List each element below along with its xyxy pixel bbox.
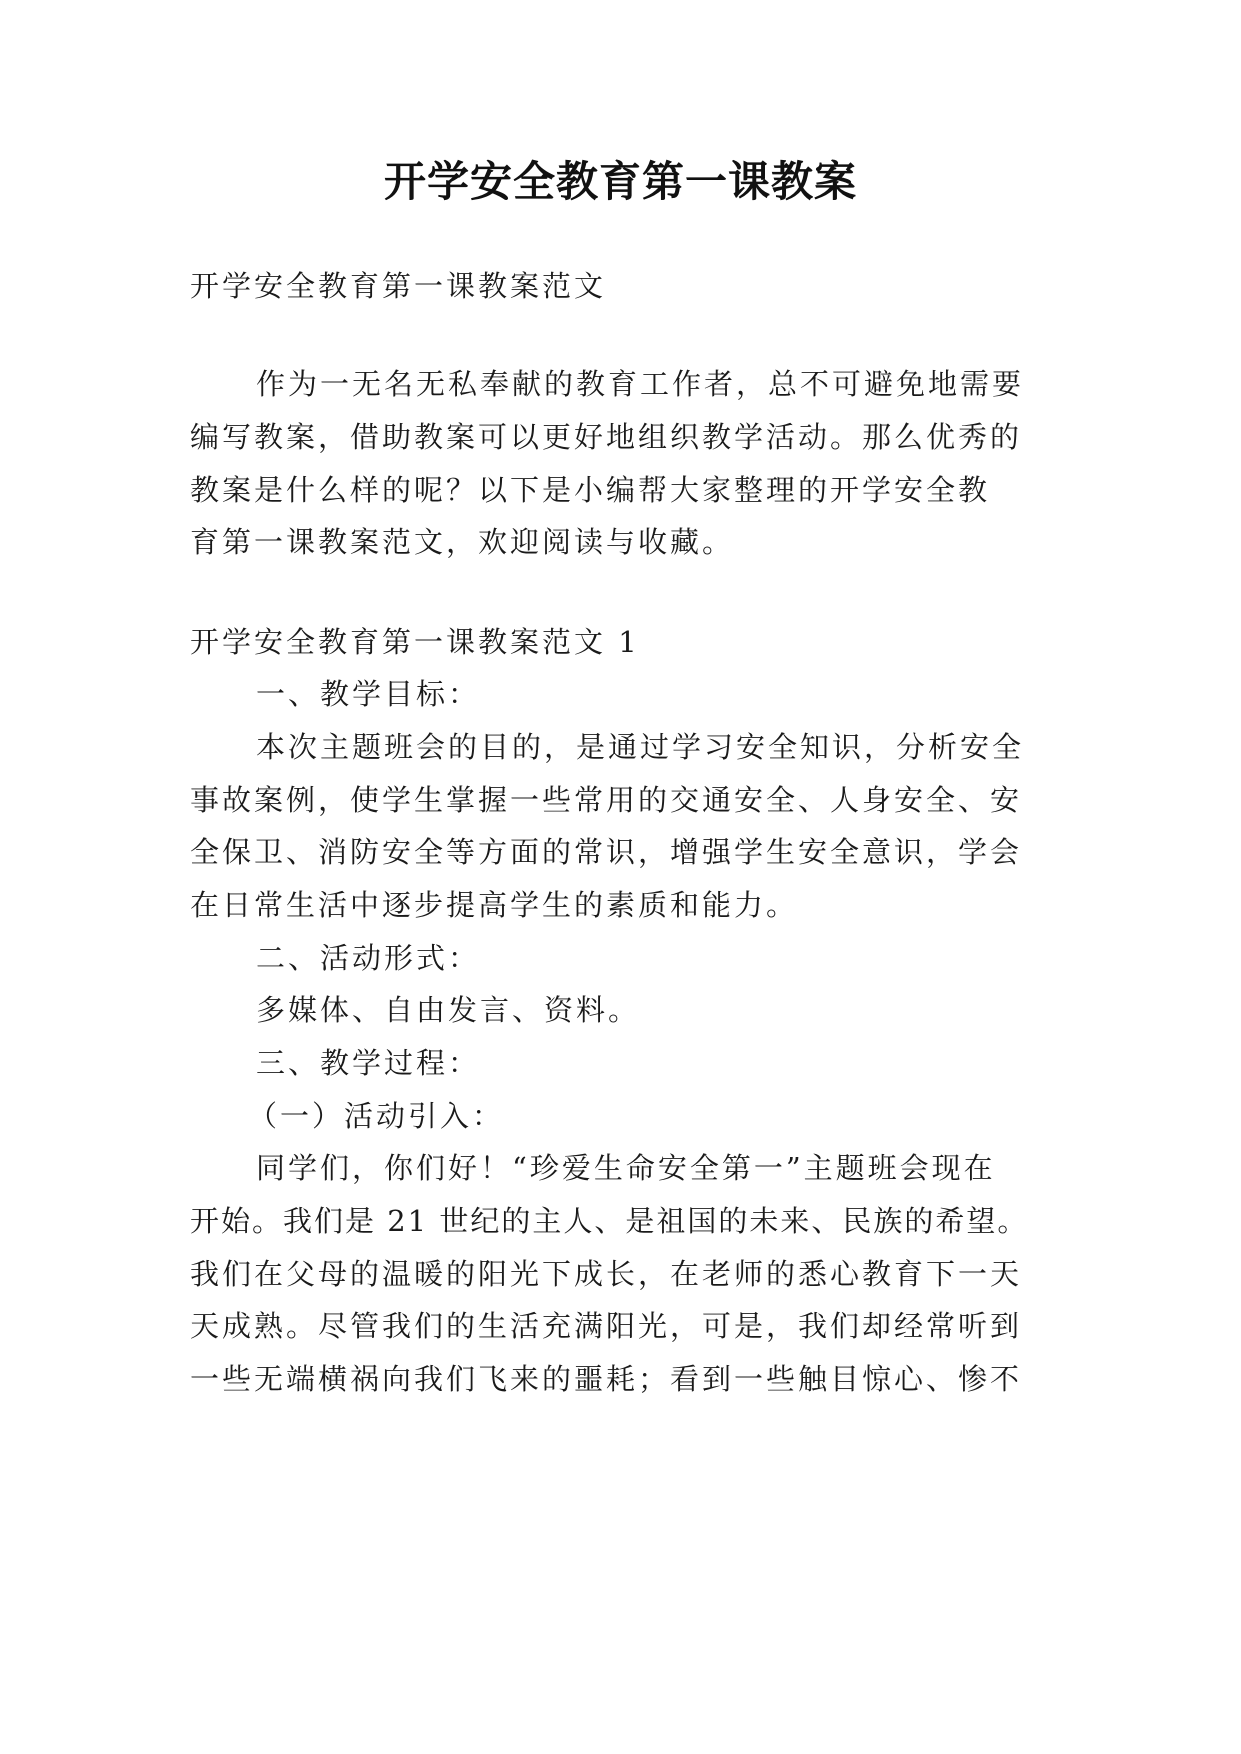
body-line-9: （一）活动引入：: [248, 1099, 505, 1133]
body-line-3: 事故案例，使学生掌握一些常用的交通安全、人身安全、安: [190, 783, 1023, 817]
body-line-1: 一、教学目标：: [256, 677, 481, 711]
body-line-10: 同学们，你们好！“珍爱生命安全第一”主题班会现在: [256, 1151, 996, 1185]
intro-line-1: 作为一无名无私奉献的教育工作者，总不可避免地需要: [256, 367, 1025, 401]
body-line-13: 天成熟。尽管我们的生活充满阳光，可是，我们却经常听到: [190, 1309, 1023, 1343]
body-line-12: 我们在父母的温暖的阳光下成长，在老师的悉心教育下一天: [190, 1257, 1023, 1291]
body-line-2: 本次主题班会的目的，是通过学习安全知识，分析安全: [256, 730, 1025, 764]
intro-line-2: 编写教案，借助教案可以更好地组织教学活动。那么优秀的: [190, 420, 1023, 454]
document-subtitle: 开学安全教育第一课教案范文: [190, 269, 607, 303]
document-title: 开学安全教育第一课教案: [383, 157, 857, 206]
body-line-8: 三、教学过程：: [256, 1046, 481, 1080]
body-line-4: 全保卫、消防安全等方面的常识，增强学生安全意识，学会: [190, 835, 1023, 869]
body-line-14: 一些无端横祸向我们飞来的噩耗；看到一些触目惊心、惨不: [190, 1362, 1023, 1396]
section-heading: 开学安全教育第一课教案范文 1: [190, 625, 640, 659]
body-line-7: 多媒体、自由发言、资料。: [256, 993, 641, 1027]
body-line-5: 在日常生活中逐步提高学生的素质和能力。: [190, 888, 799, 922]
body-line-6: 二、活动形式：: [256, 941, 481, 975]
intro-line-3: 教案是什么样的呢？以下是小编帮大家整理的开学安全教: [190, 473, 991, 507]
intro-line-4: 育第一课教案范文，欢迎阅读与收藏。: [190, 525, 735, 559]
body-line-11: 开始。我们是 21 世纪的主人、是祖国的未来、民族的希望。: [190, 1204, 1029, 1238]
